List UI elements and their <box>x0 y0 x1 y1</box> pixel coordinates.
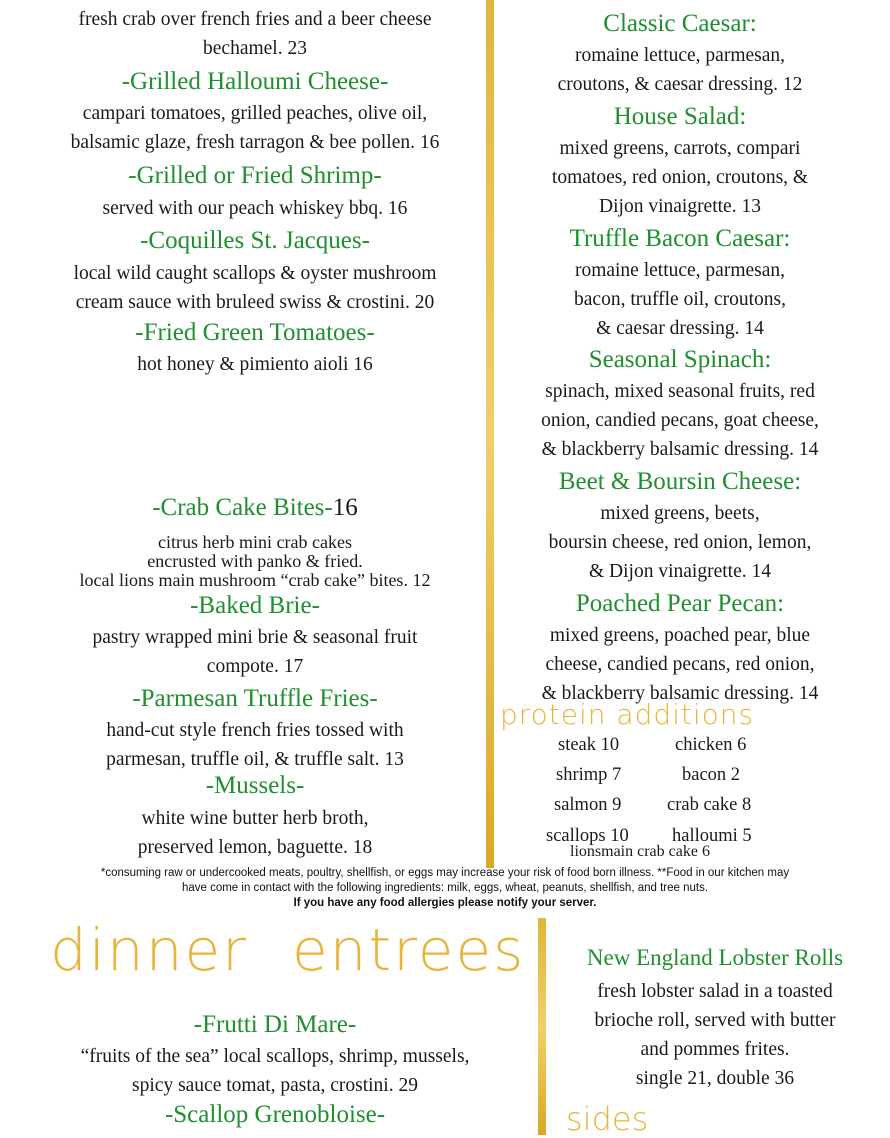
protein-item: halloumi 5 <box>672 826 752 846</box>
dinner-heading: dinner <box>50 916 248 984</box>
house-salad-title: House Salad: <box>613 103 747 130</box>
truffle-bacon-caesar-title: Truffle Bacon Caesar: <box>569 225 791 252</box>
protein-additions-heading: protein additions <box>500 698 755 731</box>
halloumi-title: -Grilled Halloumi Cheese- <box>121 68 389 95</box>
crab-fries-desc: fresh crab over french fries and a beer cheese bechamel. 23 <box>78 9 432 59</box>
seasonal-spinach-title: Seasonal Spinach: <box>588 346 772 373</box>
mussels-title: -Mussels- <box>205 772 305 799</box>
protein-item: salmon 9 <box>554 795 622 815</box>
frutti-di-mare-title: -Frutti Di Mare- <box>193 1011 357 1038</box>
classic-caesar-title: Classic Caesar: <box>603 10 757 37</box>
crab-bites-title: -Crab Cake Bites-16 <box>152 494 358 521</box>
green-tomatoes-title: -Fried Green Tomatoes- <box>135 319 375 346</box>
beet-boursin-desc: mixed greens, beets, boursin cheese, red onion, lemon, & Dijon vinaigrette. 14 <box>548 503 812 582</box>
green-tomatoes-desc: hot honey & pimiento aioli 16 <box>137 354 373 375</box>
protein-item: scallops 10 <box>546 826 629 846</box>
crab-bites-desc: citrus herb mini crab cakes encrusted with panko & fried. local lions main mushroom “crab cake” bites. 12 <box>79 532 431 590</box>
protein-item: steak 10 <box>558 735 620 755</box>
entrees-heading: entrees <box>292 916 526 984</box>
baked-brie-desc: pastry wrapped mini brie & seasonal fruit compote. 17 <box>92 627 418 677</box>
halloumi-desc: campari tomatoes, grilled peaches, olive oil, balsamic glaze, fresh tarragon & bee pollen. 16 <box>70 103 440 153</box>
lower-gold-divider <box>538 918 546 1135</box>
shrimp-desc: served with our peach whiskey bbq. 16 <box>102 198 408 219</box>
truffle-bacon-caesar-desc: romaine lettuce, parmesan, bacon, truffle oil, croutons, & caesar dressing. 14 <box>574 260 786 339</box>
frutti-di-mare-desc: “fruits of the sea” local scallops, shrimp, mussels, spicy sauce tomat, pasta, crostini. 29 <box>80 1046 470 1096</box>
protein-item: lionsmain crab cake 6 <box>570 843 710 860</box>
poached-pear-desc: mixed greens, poached pear, blue cheese, candied pecans, red onion, & blackberry balsamic dressing. 14 <box>541 625 819 704</box>
classic-caesar-desc: romaine lettuce, parmesan, croutons, & caesar dressing. 12 <box>557 45 803 95</box>
protein-item: crab cake 8 <box>667 795 752 815</box>
baked-brie-title: -Baked Brie- <box>190 592 320 619</box>
house-salad-desc: mixed greens, carrots, compari tomatoes, red onion, croutons, & Dijon vinaigrette. 13 <box>551 138 809 217</box>
truffle-fries-title: -Parmesan Truffle Fries- <box>132 685 378 712</box>
protein-item: shrimp 7 <box>556 765 622 785</box>
lobster-rolls-title: New England Lobster Rolls <box>586 945 844 970</box>
mussels-desc: white wine butter herb broth, preserved lemon, baguette. 18 <box>137 808 373 858</box>
protein-item: bacon 2 <box>682 765 741 785</box>
lobster-rolls-desc: fresh lobster salad in a toasted brioche roll, served with butter and pommes frites. single 21, double 36 <box>594 981 836 1089</box>
coquilles-desc: local wild caught scallops & oyster mushroom cream sauce with bruleed swiss & crostini. 20 <box>73 263 437 313</box>
shrimp-title: -Grilled or Fried Shrimp- <box>128 162 382 189</box>
seasonal-spinach-desc: spinach, mixed seasonal fruits, red onion, candied pecans, goat cheese, & blackberry balsamic dressing. 14 <box>541 381 819 460</box>
coquilles-title: -Coquilles St. Jacques- <box>140 227 370 254</box>
truffle-fries-desc: hand-cut style french fries tossed with parmesan, truffle oil, & truffle salt. 13 <box>106 720 404 770</box>
beet-boursin-title: Beet & Boursin Cheese: <box>558 468 802 495</box>
scallop-grenobloise-title: -Scallop Grenobloise- <box>164 1101 386 1128</box>
poached-pear-title: Poached Pear Pecan: <box>575 590 785 617</box>
allergy-disclaimer: *consuming raw or undercooked meats, poultry, shellfish, or eggs may increase your risk of food born illness. **Food in our kitchen may have come in contact with the following ingredients: milk, eggs, wheat, peanuts, shellfish, and tree nuts. If you have any food allergies please notify your server. <box>100 867 790 909</box>
protein-additions-list <box>500 735 860 865</box>
protein-item: chicken 6 <box>675 735 747 755</box>
sides-heading: sides <box>566 1100 649 1138</box>
